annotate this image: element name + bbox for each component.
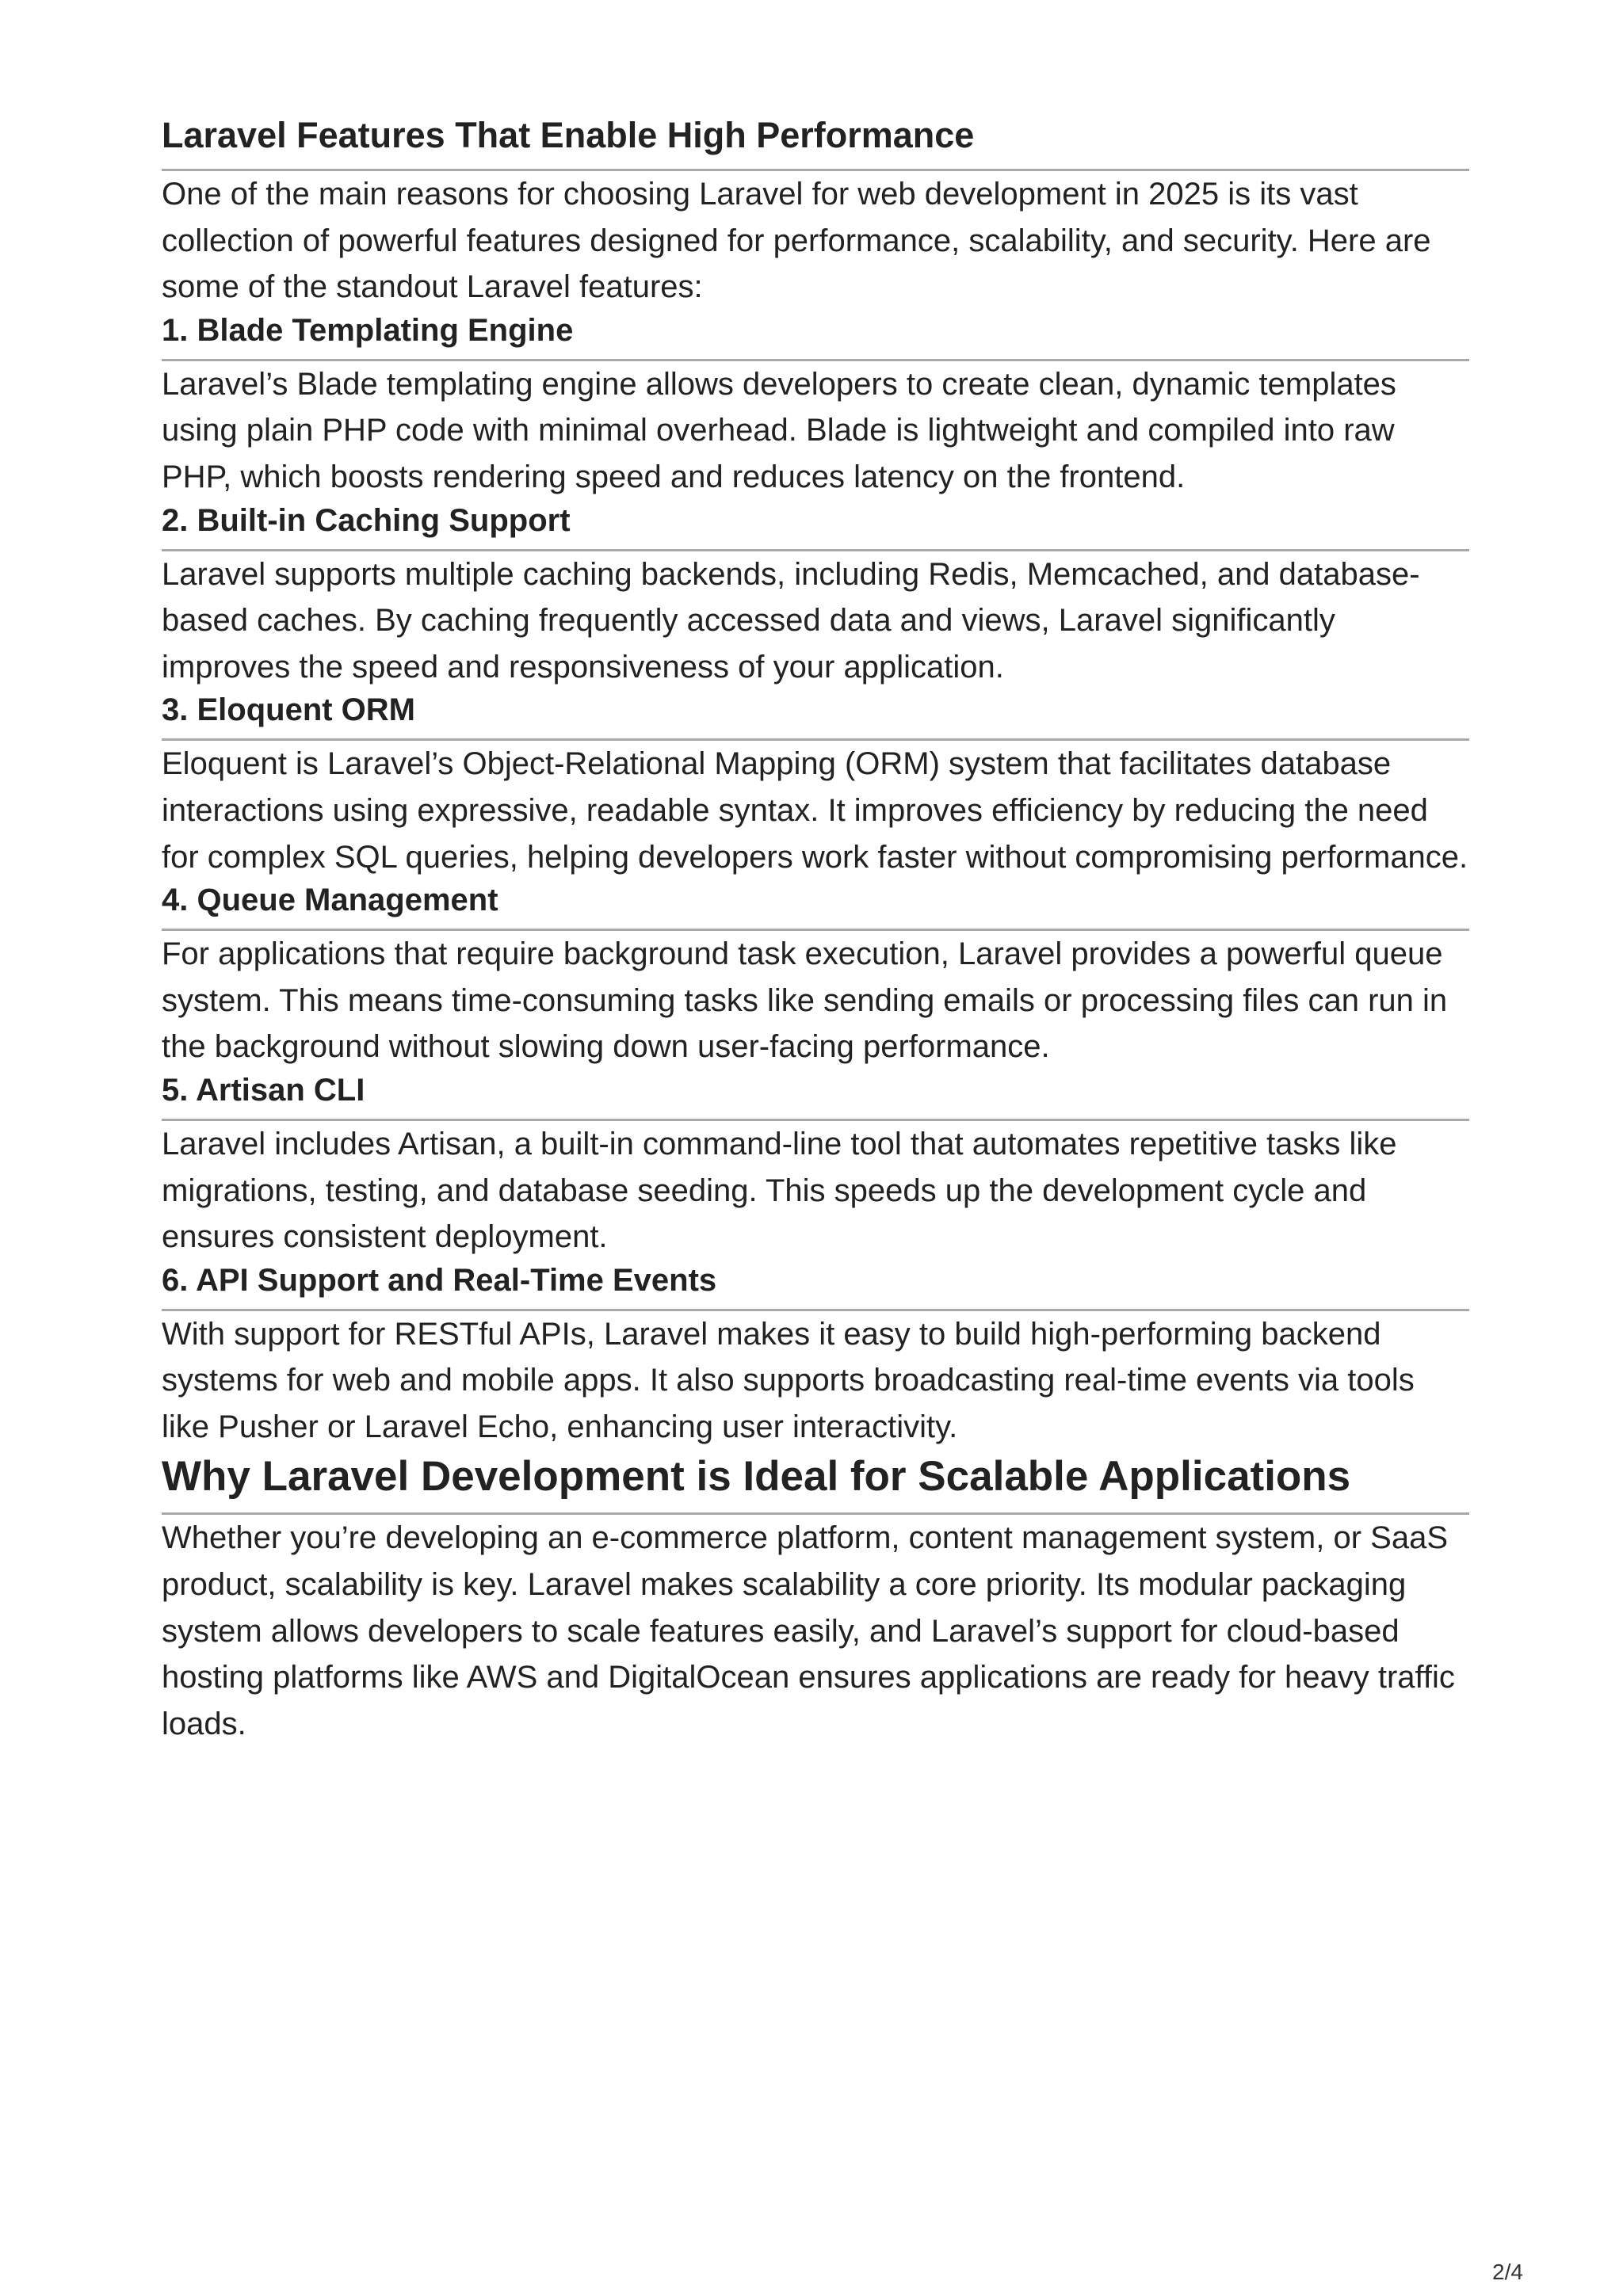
scalability-paragraph: Whether you’re developing an e-commerce platform, content management system, or SaaS product, scalability is key. Laravel makes scalability a core priority. Its modular packaging system allows developers to scale features easily, and Laravel’s support for cloud-based hosting platforms like AWS and DigitalOcean ensures applications are ready for heavy traffic loads. xyxy=(162,1520,1455,1741)
feature-heading-artisan: 5. Artisan CLI xyxy=(162,1070,1469,1121)
feature-heading-api: 6. API Support and Real-Time Events xyxy=(162,1261,1469,1311)
feature-heading-caching: 2. Built-in Caching Support xyxy=(162,501,1469,551)
intro-paragraph: One of the main reasons for choosing Laravel for web development in 2025 is its vast collection of powerful features designed for performance, scalability, and security. Here are some of the standout Laravel features: xyxy=(162,177,1431,305)
feature-text-artisan: Laravel includes Artisan, a built-in command-line tool that automates repetitive tasks like migrations, testing, and database seeding. This speeds up the development cycle and ensures consistent deployment. xyxy=(162,1126,1397,1255)
feature-text-eloquent: Eloquent is Laravel’s Object-Relational Mapping (ORM) system that facilitates database interactions using expressive, readable syntax. It improves efficiency by reducing the need for complex SQL queries, helping developers work faster without compromising performance. xyxy=(162,746,1468,875)
section-heading-performance: Laravel Features That Enable High Performance xyxy=(162,111,1469,171)
feature-heading-queue: 4. Queue Management xyxy=(162,880,1469,931)
feature-text-queue: For applications that require background task execution, Laravel provides a powerful queue system. This means time-consuming tasks like sending emails or processing files can run in the background without slowing down user-facing performance. xyxy=(162,936,1448,1065)
section-heading-scalability: Why Laravel Development is Ideal for Scalable Applications xyxy=(162,1450,1469,1515)
document-page xyxy=(162,111,1469,1747)
feature-text-api: With support for RESTful APIs, Laravel makes it easy to build high-performing backend systems for web and mobile apps. It also supports broadcasting real-time events via tools like Pusher or Laravel Echo, enhancing user interactivity. xyxy=(162,1316,1415,1444)
feature-heading-blade: 1. Blade Templating Engine xyxy=(162,311,1469,361)
feature-heading-eloquent: 3. Eloquent ORM xyxy=(162,690,1469,741)
feature-text-blade: Laravel’s Blade templating engine allows developers to create clean, dynamic templates using plain PHP code with minimal overhead. Blade is lightweight and compiled into raw PHP, which boosts rendering speed and reduces latency on the frontend. xyxy=(162,366,1396,494)
feature-text-caching: Laravel supports multiple caching backends, including Redis, Memcached, and database-based caches. By caching frequently accessed data and views, Laravel significantly improves the speed and responsiveness of your application. xyxy=(162,556,1420,685)
page-number: 2/4 xyxy=(1492,2260,1523,2284)
